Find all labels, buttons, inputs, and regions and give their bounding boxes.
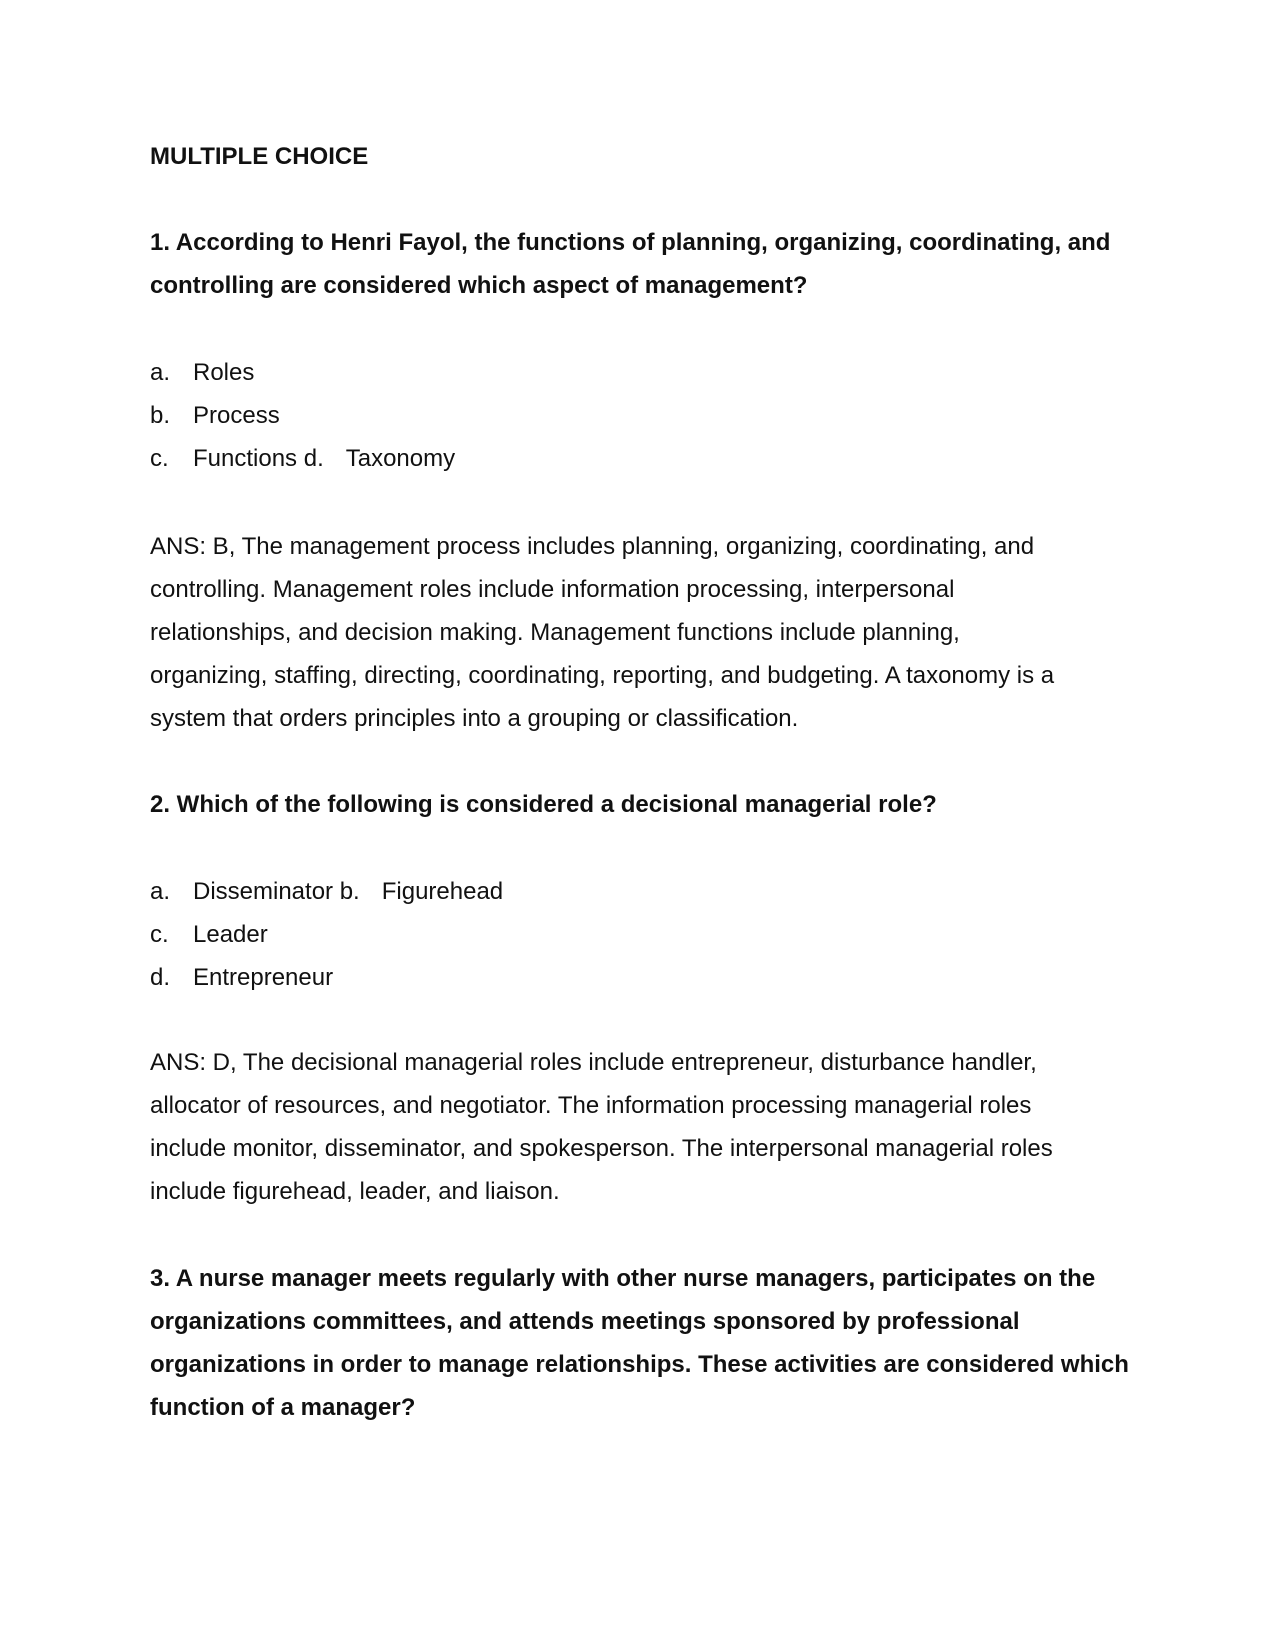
section-heading: MULTIPLE CHOICE — [150, 143, 369, 170]
question-3-line-1: 3. A nurse manager meets regularly with other nurse managers, participates on the — [150, 1265, 1096, 1292]
answer-2-line-2: allocator of resources, and negotiator. The information processing managerial roles — [150, 1092, 1032, 1119]
option-letter: b. — [150, 402, 171, 429]
option-text: Disseminator b. — [193, 878, 360, 905]
question-3-line-2: organizations committees, and attends meetings sponsored by professional — [150, 1308, 1020, 1335]
answer-1-line-5: system that orders principles into a grouping or classification. — [150, 705, 799, 732]
option-text: Functions d. — [193, 445, 324, 472]
answer-1-line-2: controlling. Management roles include information processing, interpersonal — [150, 576, 955, 603]
option-text: Leader — [193, 921, 268, 948]
question-2-option-c — [150, 920, 268, 950]
question-3-line-3: organizations in order to manage relationships. These activities are considered which — [150, 1351, 1129, 1378]
answer-2-line-1: ANS: D, The decisional managerial roles include entrepreneur, disturbance handler, — [150, 1049, 1037, 1076]
answer-1-line-3: relationships, and decision making. Management functions include planning, — [150, 619, 960, 646]
question-1-option-a — [150, 358, 254, 388]
option-letter: c. — [150, 445, 169, 472]
option-letter: a. — [150, 878, 171, 905]
option-letter: d. — [150, 964, 171, 991]
answer-1-line-4: organizing, staffing, directing, coordinating, reporting, and budgeting. A taxonomy is a — [150, 662, 1055, 689]
answer-1-line-1: ANS: B, The management process includes planning, organizing, coordinating, and — [150, 533, 1035, 560]
question-1-line-2: controlling are considered which aspect of management? — [150, 272, 808, 299]
option-letter: c. — [150, 921, 169, 948]
option-text: Roles — [193, 359, 255, 386]
question-2-option-a-b — [150, 877, 503, 907]
question-3-line-4: function of a manager? — [150, 1394, 416, 1421]
answer-2-line-4: include figurehead, leader, and liaison. — [150, 1178, 560, 1205]
question-2-option-d — [150, 963, 333, 993]
option-text: Taxonomy — [345, 445, 456, 472]
question-1-line-1: 1. According to Henri Fayol, the functions of planning, organizing, coordinating, and — [150, 229, 1111, 256]
answer-2-line-3: include monitor, disseminator, and spokesperson. The interpersonal managerial roles — [150, 1135, 1053, 1162]
option-letter: a. — [150, 359, 171, 386]
option-text: Figurehead — [381, 878, 504, 905]
option-text: Entrepreneur — [193, 964, 334, 991]
question-2-line-1: 2. Which of the following is considered a decisional managerial role? — [150, 791, 937, 818]
question-1-option-c-d — [150, 444, 455, 474]
question-1-option-b — [150, 401, 280, 431]
option-text: Process — [193, 402, 280, 429]
